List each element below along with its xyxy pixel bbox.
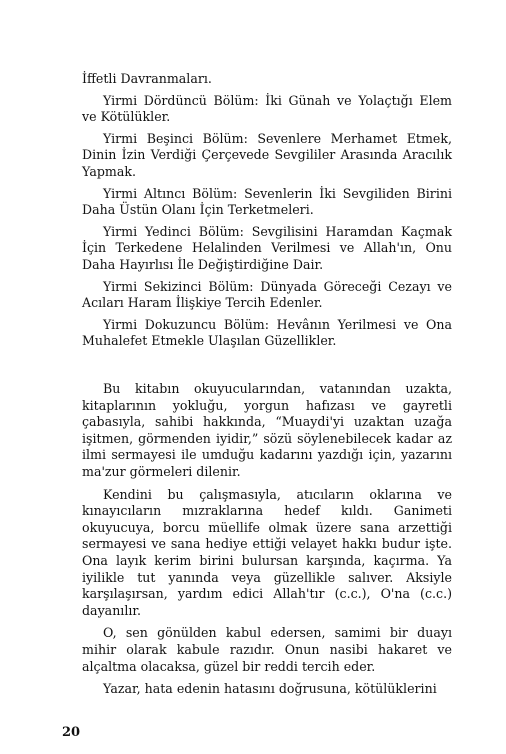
- chapter-entry-25: Yirmi Beşinci Bölüm: Sevenlere Merhamet Etmek, Dinin İzin Verdiği Çerçevede Sevgililer Arasında Aracılık Yapmak.: [82, 130, 452, 179]
- chapter-entry-24: Yirmi Dördüncü Bölüm: İki Günah ve Yolaçtığı Elem ve Kötülükler.: [82, 92, 452, 125]
- body-text: [82, 381, 452, 704]
- page-number: 20: [62, 725, 81, 740]
- chapter-entry-27: Yirmi Yedinci Bölüm: Sevgilisini Haramdan Kaçmak İçin Terkedene Helalinden Verilmesi ve Allah'ın, Onu Daha Hayırlısı İle Değiştirdiğine Dair.: [82, 223, 452, 272]
- chapter-entry-26: Yirmi Altıncı Bölüm: Sevenlerin İki Sevgiliden Birini Daha Üstün Olanı İçin Terketmeleri.: [82, 185, 452, 218]
- body-paragraph: Bu kitabın okuyucularından, vatanından uzakta, kitaplarının yokluğu, yorgun hafızası ve gayretli çabasıyla, sahibi hakkında, “Muaydi'yi uzaktan uzağa işitmen, görmenden iyidir,” sözü söylenebilecek kadar az ilmi sermayesi ile umduğu kadarını yazdığı için, yazarını ma'zur görmeleri dilenir.: [82, 381, 452, 479]
- chapter-list-lead: İffetli Davranmaları.: [82, 71, 212, 86]
- chapter-entry-29: Yirmi Dokuzuncu Bölüm: Hevânın Yerilmesi ve Ona Muhalefet Etmekle Ulaşılan Güzellikler.: [82, 316, 452, 349]
- body-paragraph: O, sen gönülden kabul edersen, samimi bir duayı mihir olarak kabule razıdır. Onun nasibi hakaret ve alçaltma olacaksa, güzel bir reddi tercih eder.: [82, 625, 452, 674]
- chapter-entry-28: Yirmi Sekizinci Bölüm: Dünyada Göreceği Cezayı ve Acıları Haram İlişkiye Tercih Edenler.: [82, 278, 452, 311]
- chapter-list: [82, 71, 452, 355]
- body-paragraph: Kendini bu çalışmasıyla, atıcıların oklarına ve kınayıcıların mızraklarına hedef kıldı. Ganimeti okuyucuya, borcu müellife olmak üzere sana arzettiği sermayesi ve sana hediye ettiği velayet hakkı budur işte. Ona layık kerim birini bulursan karşında, kaçırma. Ya iyilikle tut yanında veya güzellikle salıver. Aksiyle karşılaşırsan, yardım edici Allah'tır (c.c.), O'na (c.c.) dayanılır.: [82, 486, 452, 618]
- body-paragraph: Yazar, hata edenin hatasını doğrusuna, kötülüklerini: [103, 681, 437, 697]
